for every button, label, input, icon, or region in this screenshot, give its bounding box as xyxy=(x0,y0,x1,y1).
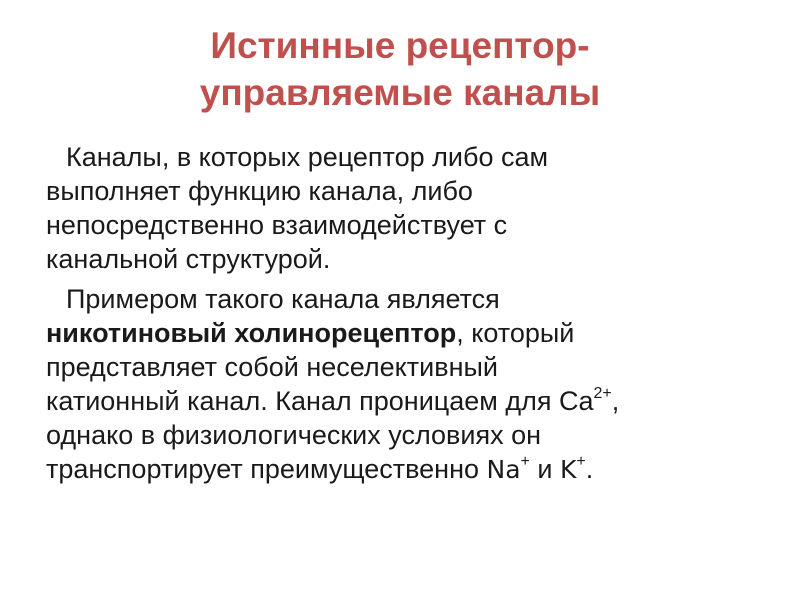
paragraph-2-line-6 xyxy=(46,452,746,487)
paragraph-2-line-6-text: транспортирует преимущественно xyxy=(46,454,487,484)
paragraph-example xyxy=(46,282,746,487)
paragraph-1-line-4: канальной структурой. xyxy=(46,244,331,274)
paragraph-2-line-6-end: . xyxy=(585,454,594,484)
paragraph-2-line-6-mid: и xyxy=(529,454,560,484)
potassium-charge-superscript: + xyxy=(576,453,586,470)
slide-title xyxy=(60,22,740,116)
paragraph-2-line-3: представляет собой неселективный xyxy=(46,352,498,382)
potassium-symbol: K xyxy=(559,455,577,484)
slide-body xyxy=(46,140,746,493)
calcium-charge-superscript: 2+ xyxy=(593,385,612,402)
paragraph-2-line-4-end: , xyxy=(611,386,620,416)
paragraph-1-line-1: Каналы, в которых рецептор либо сам xyxy=(66,142,549,172)
paragraph-2-line-4-text: катионный канал. Канал проницаем для Ca xyxy=(46,386,594,416)
sodium-charge-superscript: + xyxy=(520,453,530,470)
title-line-1: Истинные рецептор- xyxy=(210,25,590,66)
paragraph-2-line-4 xyxy=(46,384,746,418)
sodium-symbol: Na xyxy=(486,455,521,484)
paragraph-definition xyxy=(46,140,746,276)
paragraph-2-line-2 xyxy=(46,316,746,350)
title-line-2: управляемые каналы xyxy=(199,72,601,113)
paragraph-1-line-2: выполняет функцию канала, либо xyxy=(46,176,473,206)
paragraph-2-line-5: однако в физиологических условиях он xyxy=(46,420,541,450)
paragraph-2-line-1: Примером такого канала является xyxy=(66,284,500,314)
receptor-name-bold: никотиновый холинорецептор xyxy=(46,318,457,348)
paragraph-2-line-2-rest: , который xyxy=(456,318,575,348)
paragraph-1-line-3: непосредственно взаимодействует с xyxy=(46,210,508,240)
